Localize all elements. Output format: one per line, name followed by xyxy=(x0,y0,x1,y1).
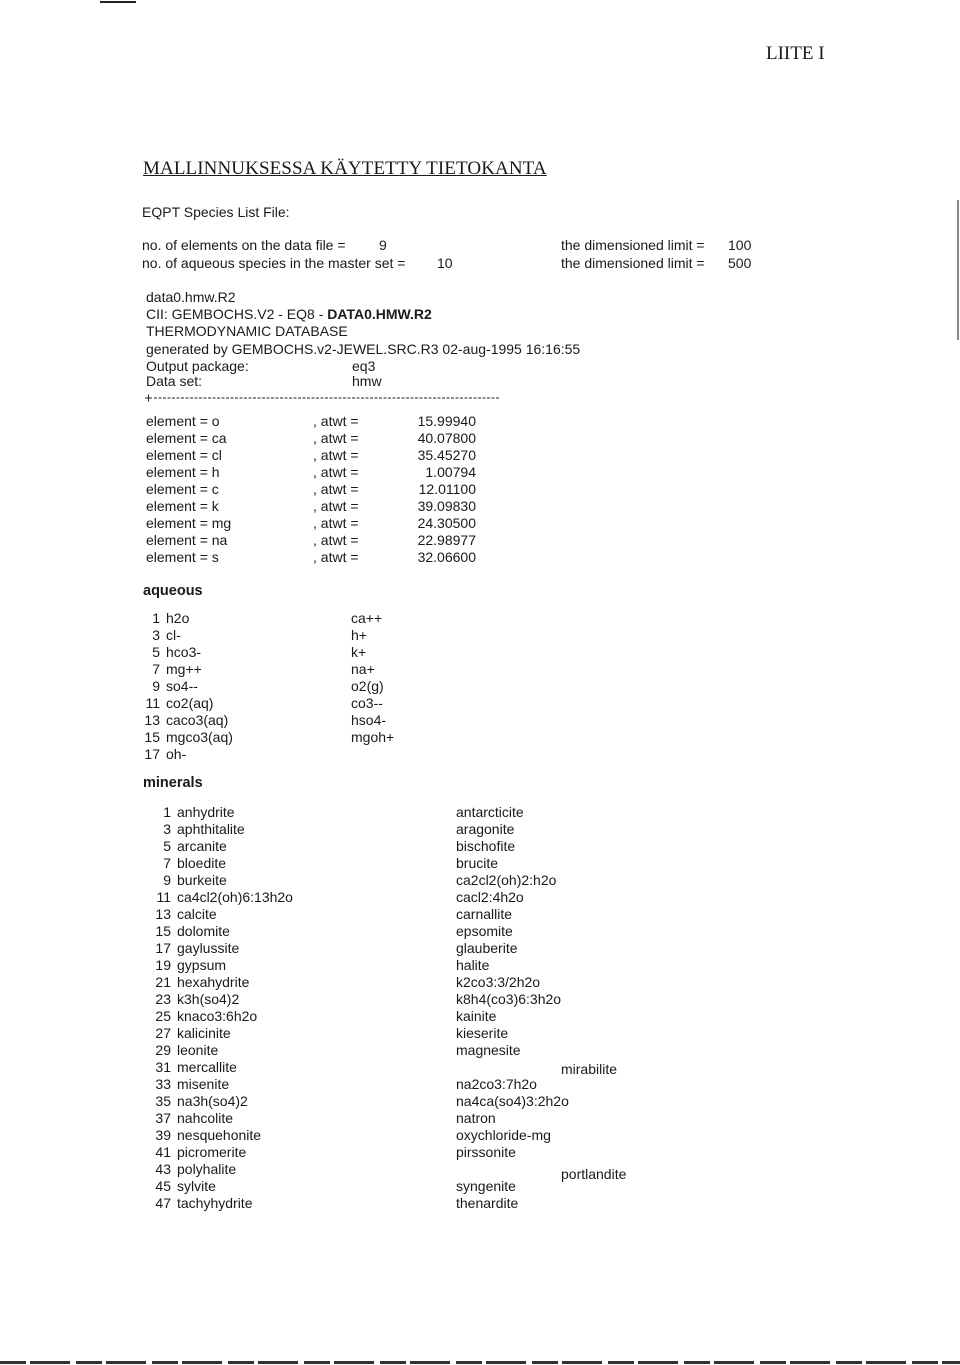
mineral-right: halite xyxy=(456,957,490,973)
thermo-title: THERMODYNAMIC DATABASE xyxy=(146,323,348,339)
mineral-right: na2co3:7h2o xyxy=(456,1076,537,1092)
aqueous-species-left: caco3(aq) xyxy=(166,712,229,728)
element-label: element = c xyxy=(146,481,219,497)
aqueous-species-right: h+ xyxy=(351,627,367,643)
mineral-number: 7 xyxy=(163,855,171,871)
elements-list xyxy=(146,413,486,566)
mineral-number: 3 xyxy=(163,821,171,837)
mineral-right: aragonite xyxy=(456,821,515,837)
element-atwt-label: , atwt = xyxy=(313,515,359,531)
aqueous-species-left: mg++ xyxy=(166,661,202,677)
element-atwt-label: , atwt = xyxy=(313,532,359,548)
mineral-row xyxy=(141,1042,601,1059)
aqueous-number: 11 xyxy=(145,695,160,711)
mineral-row xyxy=(141,1008,601,1025)
aqueous-species-right: mgoh+ xyxy=(351,729,395,745)
mineral-right: thenardite xyxy=(456,1195,519,1211)
aqueous-number: 1 xyxy=(152,610,160,626)
aqueous-species-left: so4-- xyxy=(166,678,198,694)
mineral-left: dolomite xyxy=(177,923,230,939)
aqueous-list xyxy=(130,610,430,763)
mineral-number: 9 xyxy=(163,872,171,888)
aqueous-row xyxy=(130,661,430,678)
aqueous-species-left: co2(aq) xyxy=(166,695,214,711)
mineral-row xyxy=(141,1161,601,1178)
mineral-row xyxy=(141,991,601,1008)
scan-artifact-right xyxy=(957,200,959,340)
aqueous-number: 3 xyxy=(152,627,160,643)
mineral-number: 29 xyxy=(155,1042,171,1058)
mineral-row xyxy=(141,804,601,821)
mineral-row xyxy=(141,1093,601,1110)
element-atwt-value: 32.06600 xyxy=(417,549,476,565)
aqueous-species-right: o2(g) xyxy=(351,678,384,694)
mineral-left: tachyhydrite xyxy=(177,1195,253,1211)
element-label: element = ca xyxy=(146,430,227,446)
aqueous-species-left: cl- xyxy=(166,627,181,643)
mineral-left: picromerite xyxy=(177,1144,247,1160)
element-atwt-label: , atwt = xyxy=(313,430,359,446)
element-row xyxy=(146,447,486,464)
aqueous-count-value: 10 xyxy=(437,255,453,271)
element-row xyxy=(146,498,486,515)
element-atwt-value: 24.30500 xyxy=(417,515,476,531)
aqueous-species-left: oh- xyxy=(166,746,187,762)
mineral-right: antarcticite xyxy=(456,804,524,820)
mineral-left: gaylussite xyxy=(177,940,240,956)
element-label: element = na xyxy=(146,532,228,548)
mineral-left: leonite xyxy=(177,1042,219,1058)
element-row xyxy=(146,464,486,481)
database-filename: data0.hmw.R2 xyxy=(146,289,236,305)
mineral-row xyxy=(141,821,601,838)
mineral-row xyxy=(141,872,601,889)
element-label: element = cl xyxy=(146,447,222,463)
mineral-left: aphthitalite xyxy=(177,821,245,837)
cii-prefix: CII: GEMBOCHS.V2 - EQ8 - xyxy=(146,306,328,322)
element-row xyxy=(146,532,486,549)
mineral-left: na3h(so4)2 xyxy=(177,1093,248,1109)
mineral-number: 45 xyxy=(155,1178,171,1194)
element-atwt-value: 12.01100 xyxy=(418,481,476,497)
mineral-right: kieserite xyxy=(456,1025,509,1041)
mineral-left: mercallite xyxy=(177,1059,237,1075)
scan-artifact-top xyxy=(100,1,136,3)
elements-limit-value: 100 xyxy=(728,237,752,253)
mineral-number: 21 xyxy=(155,974,171,990)
element-row xyxy=(146,515,486,532)
element-atwt-value: 40.07800 xyxy=(417,430,476,446)
element-atwt-label: , atwt = xyxy=(313,498,359,514)
element-row xyxy=(146,549,486,566)
mineral-row xyxy=(141,1144,601,1161)
mineral-left: k3h(so4)2 xyxy=(177,991,240,1007)
mineral-row xyxy=(141,957,601,974)
mineral-left: arcanite xyxy=(177,838,227,854)
mineral-right: na4ca(so4)3:2h2o xyxy=(456,1093,569,1109)
mineral-row xyxy=(141,1076,601,1093)
mineral-number: 15 xyxy=(155,923,171,939)
aqueous-number: 7 xyxy=(152,661,160,677)
mineral-right: syngenite xyxy=(456,1178,516,1194)
appendix-label: LIITE I xyxy=(766,43,825,64)
scan-artifact-bottom xyxy=(0,1361,960,1364)
mineral-left: gypsum xyxy=(177,957,227,973)
aqueous-species-right: na+ xyxy=(351,661,375,677)
mineral-left: sylvite xyxy=(177,1178,216,1194)
mineral-number: 39 xyxy=(155,1127,171,1143)
aqueous-species-left: hco3- xyxy=(166,644,202,660)
file-label: EQPT Species List File: xyxy=(142,204,290,220)
mineral-left: polyhalite xyxy=(177,1161,237,1177)
element-atwt-value: 35.45270 xyxy=(417,447,476,463)
mineral-left: burkeite xyxy=(177,872,227,888)
aqueous-number: 15 xyxy=(144,729,160,745)
generated-by: generated by GEMBOCHS.v2-JEWEL.SRC.R3 02-aug-1995 16:16:55 xyxy=(146,341,581,357)
mineral-number: 13 xyxy=(155,906,171,922)
element-label: element = h xyxy=(146,464,220,480)
aqueous-row xyxy=(130,695,430,712)
aqueous-limit-value: 500 xyxy=(728,255,752,271)
mineral-left: misenite xyxy=(177,1076,230,1092)
mineral-number: 31 xyxy=(155,1059,171,1075)
mineral-right: brucite xyxy=(456,855,499,871)
aqueous-row xyxy=(130,627,430,644)
minerals-list xyxy=(141,804,601,1212)
cii-bold: DATA0.HMW.R2 xyxy=(327,306,432,322)
element-label: element = o xyxy=(146,413,220,429)
aqueous-species-left: h2o xyxy=(166,610,190,626)
elements-count-label: no. of elements on the data file = xyxy=(142,237,346,253)
element-atwt-value: 15.99940 xyxy=(417,413,476,429)
mineral-number: 27 xyxy=(155,1025,171,1041)
mineral-portlandite: portlandite xyxy=(561,1166,627,1182)
aqueous-row xyxy=(130,746,430,763)
data-set-value: hmw xyxy=(352,373,382,389)
mineral-row xyxy=(141,1110,601,1127)
mineral-number: 33 xyxy=(155,1076,171,1092)
element-row xyxy=(146,481,486,498)
mineral-right: pirssonite xyxy=(456,1144,516,1160)
mineral-number: 23 xyxy=(155,991,171,1007)
element-label: element = k xyxy=(146,498,219,514)
aqueous-species-right: hso4- xyxy=(351,712,387,728)
aqueous-limit-label: the dimensioned limit = xyxy=(561,255,705,271)
mineral-row xyxy=(141,889,601,906)
element-atwt-label: , atwt = xyxy=(313,413,359,429)
mineral-right: ca2cl2(oh)2:h2o xyxy=(456,872,557,888)
aqueous-number: 17 xyxy=(144,746,160,762)
mineral-left: calcite xyxy=(177,906,217,922)
mineral-right: carnallite xyxy=(456,906,513,922)
aqueous-species-left: mgco3(aq) xyxy=(166,729,233,745)
aqueous-row xyxy=(130,610,430,627)
mineral-right: glauberite xyxy=(456,940,518,956)
element-label: element = mg xyxy=(146,515,232,531)
element-atwt-label: , atwt = xyxy=(313,481,359,497)
element-atwt-label: , atwt = xyxy=(313,549,359,565)
minerals-heading: minerals xyxy=(143,775,203,791)
mineral-row xyxy=(141,1195,601,1212)
aqueous-row xyxy=(130,729,430,746)
aqueous-row xyxy=(130,644,430,661)
mineral-left: bloedite xyxy=(177,855,227,871)
mineral-mirabilite: mirabilite xyxy=(561,1061,618,1077)
mineral-row xyxy=(141,1127,601,1144)
element-atwt-label: , atwt = xyxy=(313,447,359,463)
mineral-left: knaco3:6h2o xyxy=(177,1008,258,1024)
mineral-left: nahcolite xyxy=(177,1110,234,1126)
mineral-row xyxy=(141,838,601,855)
mineral-right: oxychloride-mg xyxy=(456,1127,551,1143)
mineral-right: k8h4(co3)6:3h2o xyxy=(456,991,562,1007)
aqueous-number: 13 xyxy=(144,712,160,728)
mineral-number: 43 xyxy=(155,1161,171,1177)
aqueous-row xyxy=(130,678,430,695)
output-package-label: Output package: xyxy=(146,358,249,374)
mineral-right: magnesite xyxy=(456,1042,521,1058)
mineral-right: epsomite xyxy=(456,923,513,939)
mineral-left: nesquehonite xyxy=(177,1127,262,1143)
elements-count-value: 9 xyxy=(379,237,387,253)
aqueous-species-right: k+ xyxy=(351,644,367,660)
mineral-left: hexahydrite xyxy=(177,974,250,990)
mineral-right: bischofite xyxy=(456,838,516,854)
mineral-left: anhydrite xyxy=(177,804,235,820)
separator-line xyxy=(145,394,500,402)
mineral-right: k2co3:3/2h2o xyxy=(456,974,541,990)
mineral-number: 47 xyxy=(155,1195,171,1211)
mineral-number: 37 xyxy=(155,1110,171,1126)
element-row xyxy=(146,430,486,447)
aqueous-species-right: co3-- xyxy=(351,695,383,711)
element-atwt-value: 39.09830 xyxy=(417,498,476,514)
mineral-number: 19 xyxy=(155,957,171,973)
mineral-number: 25 xyxy=(155,1008,171,1024)
mineral-left: ca4cl2(oh)6:13h2o xyxy=(177,889,293,905)
mineral-row xyxy=(141,906,601,923)
mineral-number: 11 xyxy=(156,889,171,905)
mineral-row xyxy=(141,940,601,957)
mineral-number: 17 xyxy=(155,940,171,956)
mineral-row xyxy=(141,923,601,940)
mineral-right: kainite xyxy=(456,1008,497,1024)
mineral-row xyxy=(141,974,601,991)
mineral-left: kalicinite xyxy=(177,1025,231,1041)
page-title: MALLINNUKSESSA KÄYTETTY TIETOKANTA xyxy=(143,158,547,179)
mineral-row xyxy=(141,1178,601,1195)
mineral-row xyxy=(141,1025,601,1042)
aqueous-number: 9 xyxy=(152,678,160,694)
mineral-number: 35 xyxy=(155,1093,171,1109)
element-atwt-value: 22.98977 xyxy=(417,532,476,548)
aqueous-row xyxy=(130,712,430,729)
aqueous-heading: aqueous xyxy=(143,583,203,599)
element-label: element = s xyxy=(146,549,219,565)
mineral-row xyxy=(141,855,601,872)
data-set-label: Data set: xyxy=(146,373,203,389)
output-package-value: eq3 xyxy=(352,358,376,374)
element-atwt-value: 1.00794 xyxy=(425,464,476,480)
aqueous-species-right: ca++ xyxy=(351,610,383,626)
element-row xyxy=(146,413,486,430)
element-atwt-label: , atwt = xyxy=(313,464,359,480)
mineral-number: 1 xyxy=(163,804,171,820)
mineral-right: cacl2:4h2o xyxy=(456,889,524,905)
mineral-right: natron xyxy=(456,1110,496,1126)
aqueous-number: 5 xyxy=(152,644,160,660)
aqueous-count-label: no. of aqueous species in the master set = xyxy=(142,255,406,271)
elements-limit-label: the dimensioned limit = xyxy=(561,237,705,253)
cii-line xyxy=(146,306,432,323)
mineral-number: 5 xyxy=(163,838,171,854)
mineral-number: 41 xyxy=(155,1144,171,1160)
mineral-row xyxy=(141,1059,601,1076)
